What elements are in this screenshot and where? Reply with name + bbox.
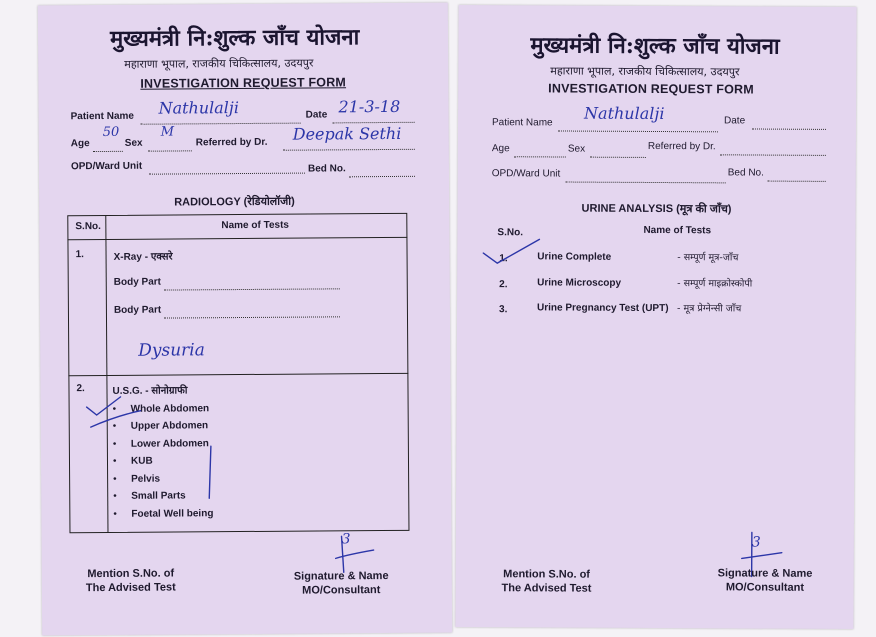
section-title-radiology: RADIOLOGY (रेडियोलॉजी) [174, 195, 295, 209]
ink-stroke-icon [201, 444, 221, 504]
sex-label: Sex [124, 137, 143, 149]
opd-line [566, 173, 726, 184]
urine-test-name: Urine Complete [537, 251, 612, 263]
date-label: Date [723, 115, 746, 127]
body-part-line-1 [164, 279, 340, 290]
form-title: INVESTIGATION REQUEST FORM [140, 75, 347, 91]
column-header-sno: S.No. [75, 221, 101, 233]
column-header-sno: S.No. [497, 227, 524, 239]
urine-test-name: Urine Pregnancy Test (UPT) [537, 302, 669, 315]
column-header-tests: Name of Tests [221, 219, 290, 232]
urine-test-hindi: - सम्पूर्ण माइक्रोस्कोपी [677, 278, 753, 290]
footer-left-line1: Mention S.No. of [87, 567, 175, 581]
bed-label: Bed No. [727, 167, 764, 179]
footer-right-line1: Signature & Name [717, 567, 813, 580]
footer-right-line1: Signature & Name [293, 570, 389, 583]
age-label: Age [70, 138, 90, 150]
usg-test: U.S.G. - सोनोग्राफी [112, 385, 188, 397]
age-label: Age [491, 143, 510, 155]
body-part-label-2: Body Part [113, 304, 162, 316]
sex-label: Sex [567, 143, 586, 155]
hospital-name: महाराणा भूपाल, राजकीय चिकित्सालय, उदयपुर [550, 64, 740, 79]
doctor-handwritten: Deepak Sethi [292, 123, 402, 144]
date-handwritten: 21-3-18 [338, 96, 401, 117]
test-sno: 2. [499, 279, 508, 291]
footer-right-line2: MO/Consultant [302, 584, 381, 597]
patient-name-handwritten: Nathulalji [158, 98, 240, 118]
patient-name-label: Patient Name [491, 117, 553, 129]
usg-item: Upper Abdomen [130, 420, 209, 432]
usg-item: Small Parts [131, 490, 186, 502]
sex-line [590, 148, 646, 158]
bullet: • [113, 508, 117, 520]
body-part-label-1: Body Part [113, 276, 162, 288]
bullet: • [112, 420, 117, 432]
test-sno: 3. [499, 304, 508, 316]
form-title: INVESTIGATION REQUEST FORM [548, 81, 754, 97]
sex-handwritten: M [160, 124, 175, 140]
signature-handwritten-number: 3 [341, 531, 351, 548]
footer-signature [718, 566, 813, 594]
footer-right-line2: MO/Consultant [725, 581, 805, 594]
footer-mention-sno [86, 566, 176, 595]
signature-handwritten-number: 3 [751, 534, 761, 551]
date-label: Date [305, 109, 328, 121]
section-title-urine: URINE ANALYSIS (मूत्र की जाँच) [581, 202, 732, 216]
body-part-line-2 [164, 307, 340, 318]
footer-left-line2: The Advised Test [85, 581, 176, 595]
footer-mention-sno [502, 567, 592, 595]
bullet: • [113, 473, 117, 485]
column-header-tests: Name of Tests [643, 224, 712, 237]
usg-item: Foetal Well being [131, 508, 214, 520]
usg-item: Lower Abdomen [130, 438, 209, 450]
usg-item: KUB [130, 455, 153, 467]
usg-item: Whole Abdomen [130, 403, 210, 415]
date-line [752, 120, 826, 130]
urine-test-hindi: - मूत्र प्रेग्नेन्सी जाँच [677, 303, 742, 315]
hospital-name: महाराणा भूपाल, राजकीय चिकित्सालय, उदयपुर [124, 56, 314, 71]
scheme-title: मुख्यमंत्री नि:शुल्क जाँच योजना [530, 32, 780, 60]
patient-name-handwritten: Nathulalji [584, 103, 665, 124]
footer-left-line2: The Advised Test [501, 582, 592, 595]
checkmark-icon [80, 385, 161, 466]
referred-by-line [720, 145, 826, 156]
referred-by-label: Referred by Dr. [647, 140, 716, 153]
footer-left-line1: Mention S.No. of [503, 568, 590, 581]
footer-signature [294, 569, 389, 598]
bullet: • [112, 455, 117, 467]
bullet: • [112, 403, 117, 415]
radiology-request-form [38, 3, 452, 636]
dysuria-handwritten-note: Dysuria [138, 340, 205, 361]
opd-label: OPD/Ward Unit [70, 160, 143, 173]
age-line [93, 142, 123, 152]
checkmark-icon [479, 235, 549, 275]
bullet: • [113, 490, 117, 502]
opd-line [149, 164, 305, 175]
patient-name-line [558, 121, 718, 132]
usg-item: Pelvis [131, 473, 161, 485]
age-line [514, 147, 566, 157]
sex-line [148, 141, 192, 151]
opd-label: OPD/Ward Unit [491, 168, 561, 180]
row1-sno: 1. [75, 249, 84, 261]
scheme-title: मुख्यमंत्री नि:शुल्क जाँच योजना [109, 24, 360, 52]
urine-analysis-request-form [455, 5, 856, 629]
age-handwritten: 50 [102, 124, 120, 140]
bed-label: Bed No. [307, 163, 346, 175]
patient-name-label: Patient Name [70, 110, 134, 123]
xray-test: X-Ray - एक्सरे [113, 251, 173, 263]
referred-by-label: Referred by Dr. [195, 136, 268, 149]
urine-test-hindi: - सम्पूर्ण मूत्र-जाँच [677, 252, 739, 264]
bed-line [768, 172, 826, 182]
bed-line [349, 167, 415, 177]
row2-sno: 2. [76, 383, 85, 395]
test-sno: 1. [499, 253, 508, 265]
bullet: • [112, 438, 117, 450]
urine-test-name: Urine Microscopy [537, 277, 622, 289]
